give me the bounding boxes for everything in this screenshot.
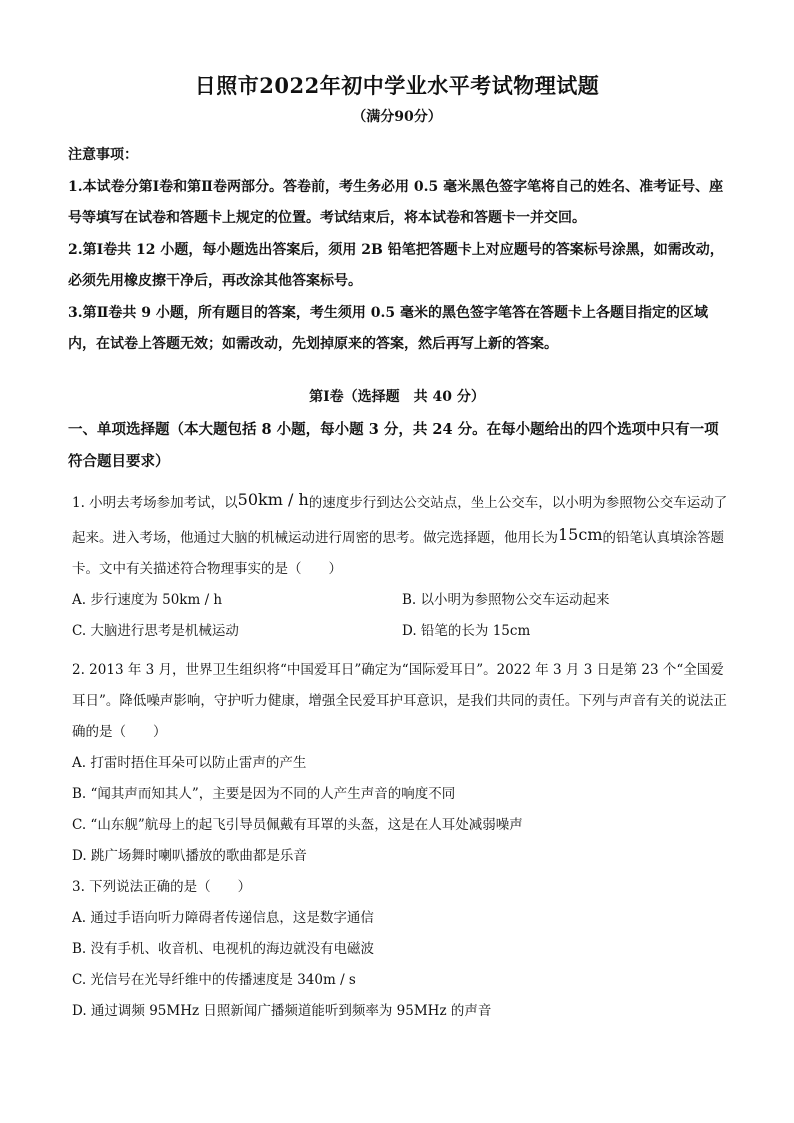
q1-stem-a: 1. 小明去考场参加考试，以 — [72, 495, 238, 511]
q1-option-b: B. 以小明为参照物公交车运动起来 — [402, 592, 610, 608]
q3-option-a: A. 通过手语向听力障碍者传递信息，这是数字通信 — [72, 910, 374, 926]
question-2-stem: 2. 2013 年 3 月，世界卫生组织将“中国爱耳日”确定为“国际爱耳日”。2022 年 3 月 3 日是第 23 个“全国爱耳日”。降低噪声影响，守护听力健康，增强全民爱耳护耳意识，是我们共同的责任。下列与声音有关的说法正确的是（ ） — [72, 662, 727, 740]
notice-item-1: 1.本试卷分第Ⅰ卷和第Ⅱ卷两部分。答卷前，考生务必用 0.5 毫米黑色签字笔将自己的姓名、准考证号、座号等填写在试卷和答题卡上规定的位置。考试结束后，将本试卷和答题卡一并交回。 — [68, 178, 724, 226]
question-1-stem — [72, 484, 732, 585]
question-1 — [72, 484, 732, 647]
q1-length: 15cm — [558, 525, 603, 544]
section-title: 第Ⅰ卷（选择题 共 40 分） — [309, 389, 485, 405]
section-heading: 一、单项选择题（本大题包括 8 小题，每小题 3 分，共 24 分。在每小题给出的四个选项中只有一项符合题目要求） — [68, 421, 719, 470]
q3-option-d: D. 通过调频 95MHz 日照新闻广播频道能听到频率为 95MHz 的声音 — [72, 1003, 492, 1019]
q1-options-row-2 — [72, 616, 732, 647]
notice-heading: 注意事项： — [68, 147, 138, 163]
q2-option-d: D. 跳广场舞时喇叭播放的歌曲都是乐音 — [72, 848, 307, 864]
question-3-stem: 3. 下列说法正确的是（ ） — [72, 879, 252, 895]
notice-item-3: 3.第Ⅱ卷共 9 小题，所有题目的答案，考生须用 0.5 毫米的黑色签字笔答在答题卡上各题目指定的区域内，在试卷上答题无效；如需改动，先划掉原来的答案，然后再写上新的答案。 — [68, 304, 709, 352]
q2-option-c: C. “山东舰”航母上的起飞引导员佩戴有耳罩的头盔，这是在人耳处减弱噪声 — [72, 817, 523, 833]
page-title: 日照市2022年初中学业水平考试物理试题 — [194, 73, 600, 98]
notice-item-2: 2.第Ⅰ卷共 12 小题，每小题选出答案后，须用 2B 铅笔把答题卡上对应题号的答案标号涂黑，如需改动，必须先用橡皮擦干净后，再改涂其他答案标号。 — [68, 241, 724, 289]
q2-option-a: A. 打雷时捂住耳朵可以防止雷声的产生 — [72, 755, 307, 771]
q1-stem-b: 的速度步行到达公交站点，坐上公交车，以小明为参照物公交车运动了起来。进入考场，他通过大脑的机械运动进行周密的思考。做完选择题，他用长为 — [72, 495, 728, 546]
question-2 — [72, 655, 732, 872]
q3-option-b: B. 没有手机、收音机、电视机的海边就没有电磁波 — [72, 941, 375, 957]
q2-option-b: B. “闻其声而知其人”，主要是因为不同的人产生声音的响度不同 — [72, 786, 456, 802]
q1-option-c: C. 大脑进行思考是机械运动 — [72, 623, 239, 639]
q3-option-c: C. 光信号在光导纤维中的传播速度是 340m / s — [72, 972, 356, 988]
q1-options-row-1 — [72, 585, 732, 616]
q1-stem-c: 的铅笔认真填涂答题卡。文中有关描述符合物理事实的是（ ） — [72, 530, 724, 577]
q1-option-a: A. 步行速度为 50km / h — [72, 592, 223, 608]
question-3 — [72, 872, 732, 1027]
page-subtitle: （满分90分） — [352, 109, 442, 125]
q1-option-d: D. 铅笔的长为 15cm — [402, 623, 531, 639]
q1-speed: 50km / h — [237, 490, 309, 509]
notice-block — [68, 140, 730, 361]
